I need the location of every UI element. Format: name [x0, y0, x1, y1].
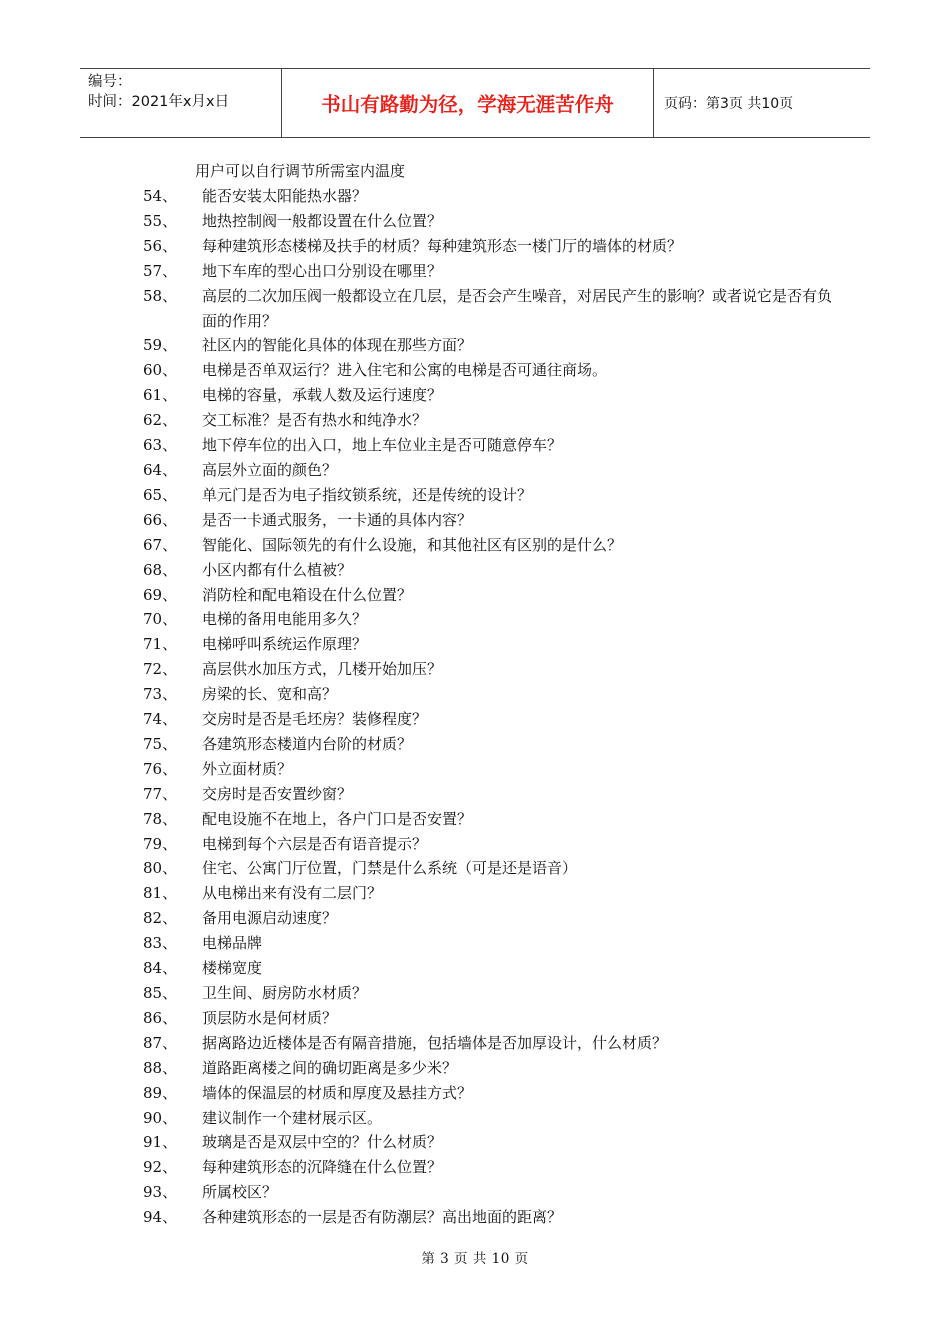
item-text: 备用电源启动速度？ [202, 909, 338, 928]
list-item [143, 358, 833, 383]
item-number: 83、 [143, 934, 178, 953]
item-text: 所属校区？ [202, 1183, 278, 1202]
motto-text: 书山有路勤为径，学海无涯苦作舟 [321, 93, 614, 116]
item-text: 消防栓和配电箱设在什么位置？ [202, 585, 413, 604]
item-number: 62、 [143, 411, 178, 430]
list-item [143, 807, 833, 832]
item-number: 77、 [143, 784, 178, 803]
list-item [143, 757, 833, 782]
page-label: 页码：第3页 共10页 [664, 96, 794, 112]
item-number: 84、 [143, 959, 178, 978]
item-text: 每种建筑形态的沉降缝在什么位置？ [202, 1158, 443, 1177]
list-item [143, 1180, 833, 1205]
item-text: 建议制作一个建材展示区。 [202, 1108, 383, 1127]
item-number: 66、 [143, 510, 178, 529]
item-text: 据离路边近楼体是否有隔音措施，包括墙体是否加厚设计，什么材质？ [202, 1033, 668, 1052]
item-text: 社区内的智能化具体的体现在那些方面？ [202, 336, 473, 355]
item-number: 73、 [143, 685, 178, 704]
list-item [143, 333, 833, 358]
list-item [143, 881, 833, 906]
item-text: 地下停车位的出入口，地上车位业主是否可随意停车？ [202, 436, 563, 455]
item-text: 高层的二次加压阀一般都设立在几层，是否会产生噪音，对居民产生的影响？或者说它是否有负面的作用？ [202, 286, 833, 330]
item-text: 从电梯出来有没有二层门？ [202, 884, 383, 903]
item-number: 75、 [143, 734, 178, 753]
list-item [143, 1081, 833, 1106]
item-number: 92、 [143, 1158, 178, 1177]
item-number: 78、 [143, 809, 178, 828]
page-number-cell [654, 69, 870, 137]
item-text: 智能化、国际领先的有什么设施，和其他社区有区别的是什么？ [202, 535, 623, 554]
item-number: 88、 [143, 1058, 178, 1077]
item-text: 是否一卡通式服务，一卡通的具体内容？ [202, 510, 473, 529]
item-number: 90、 [143, 1108, 178, 1127]
question-list [143, 184, 833, 1230]
item-number: 57、 [143, 261, 178, 280]
list-item [143, 906, 833, 931]
list-item [143, 184, 833, 209]
list-item [143, 458, 833, 483]
item-text: 住宅、公寓门厅位置，门禁是什么系统（可是还是语音） [202, 859, 578, 878]
item-number: 61、 [143, 386, 178, 405]
item-text: 电梯的容量，承载人数及运行速度？ [202, 386, 443, 405]
list-item [143, 732, 833, 757]
list-item [143, 408, 833, 433]
list-item [143, 234, 833, 259]
item-number: 65、 [143, 485, 178, 504]
item-text: 玻璃是否是双层中空的？什么材质？ [202, 1133, 443, 1152]
item-text: 外立面材质？ [202, 759, 293, 778]
item-number: 76、 [143, 759, 178, 778]
item-number: 54、 [143, 187, 178, 205]
item-text: 电梯品牌 [202, 934, 263, 953]
list-item [143, 1106, 833, 1131]
item-number: 55、 [143, 211, 178, 230]
list-item [143, 981, 833, 1006]
motto-cell [282, 69, 654, 137]
list-item [143, 707, 833, 732]
item-number: 80、 [143, 859, 178, 878]
item-text: 地下车库的型心出口分别设在哪里？ [202, 261, 443, 280]
item-text: 高层供水加压方式，几楼开始加压？ [202, 660, 443, 679]
item-text: 能否安装太阳能热水器？ [202, 187, 368, 205]
item-number: 89、 [143, 1083, 178, 1102]
item-number: 91、 [143, 1133, 178, 1152]
item-number: 72、 [143, 660, 178, 679]
item-number: 87、 [143, 1033, 178, 1052]
item-text: 高层外立面的颜色？ [202, 460, 338, 479]
item-number: 63、 [143, 436, 178, 455]
item-text: 墙体的保温层的材质和厚度及悬挂方式？ [202, 1083, 473, 1102]
item-number: 69、 [143, 585, 178, 604]
code-label: 编号： [88, 74, 132, 90]
item-text: 每种建筑形态楼梯及扶手的材质？每种建筑形态一楼门厅的墙体的材质？ [202, 236, 683, 255]
list-item [143, 1031, 833, 1056]
list-item [143, 209, 833, 234]
item-text: 小区内都有什么植被？ [202, 560, 353, 579]
list-item [143, 1205, 833, 1230]
item-number: 58、 [143, 286, 178, 305]
item-number: 86、 [143, 1008, 178, 1027]
list-item [143, 284, 833, 334]
list-item [143, 558, 833, 583]
item-number: 94、 [143, 1208, 178, 1227]
intro-line: 用户可以自行调节所需室内温度 [195, 162, 406, 180]
item-number: 93、 [143, 1183, 178, 1202]
header-info-cell [80, 69, 282, 137]
item-text: 电梯是否单双运行？进入住宅和公寓的电梯是否可通往商场。 [202, 361, 608, 380]
item-number: 56、 [143, 236, 178, 255]
list-item [143, 383, 833, 408]
item-text: 卫生间、厨房防水材质？ [202, 984, 368, 1002]
item-number: 82、 [143, 909, 178, 928]
item-number: 68、 [143, 560, 178, 579]
item-text: 交房时是否安置纱窗？ [202, 784, 353, 803]
item-text: 房梁的长、宽和高？ [202, 685, 338, 704]
page-header [80, 68, 870, 138]
list-item [143, 1006, 833, 1031]
list-item [143, 682, 833, 707]
item-number: 71、 [143, 635, 178, 654]
time-label: 时间：2021年x月x日 [88, 94, 230, 110]
item-text: 各建筑形态楼道内台阶的材质？ [202, 734, 413, 753]
item-text: 电梯的备用电能用多久？ [202, 610, 368, 629]
item-number: 74、 [143, 710, 178, 729]
list-item [143, 1130, 833, 1155]
item-number: 81、 [143, 884, 178, 903]
item-number: 85、 [143, 984, 178, 1002]
item-text: 各种建筑形态的一层是否有防潮层？高出地面的距离？ [202, 1208, 563, 1227]
item-number: 64、 [143, 460, 178, 479]
list-item [143, 583, 833, 608]
item-text: 配电设施不在地上，各户门口是否安置？ [202, 809, 473, 828]
list-item [143, 1056, 833, 1081]
list-item [143, 483, 833, 508]
item-text: 道路距离楼之间的确切距离是多少米？ [202, 1058, 458, 1077]
list-item [143, 1155, 833, 1180]
item-text: 交工标准？是否有热水和纯净水？ [202, 411, 428, 430]
item-text: 单元门是否为电子指纹锁系统，还是传统的设计？ [202, 485, 533, 504]
list-item [143, 632, 833, 657]
item-text: 顶层防水是何材质？ [202, 1008, 338, 1027]
list-item [143, 433, 833, 458]
list-item [143, 956, 833, 981]
item-number: 59、 [143, 336, 178, 355]
list-item [143, 508, 833, 533]
list-item [143, 259, 833, 284]
item-number: 60、 [143, 361, 178, 380]
page-footer: 第 3 页 共 10 页 [421, 1251, 529, 1267]
list-item [143, 533, 833, 558]
list-item [143, 832, 833, 857]
list-item [143, 607, 833, 632]
list-item [143, 931, 833, 956]
item-text: 电梯呼叫系统运作原理？ [202, 635, 368, 654]
item-text: 楼梯宽度 [202, 959, 263, 978]
list-item [143, 657, 833, 682]
item-text: 电梯到每个六层是否有语音提示？ [202, 834, 428, 853]
list-item [143, 782, 833, 807]
item-text: 交房时是否是毛坯房？装修程度？ [202, 710, 428, 729]
item-text: 地热控制阀一般都设置在什么位置？ [202, 211, 443, 230]
item-number: 70、 [143, 610, 178, 629]
item-number: 67、 [143, 535, 178, 554]
item-number: 79、 [143, 834, 178, 853]
list-item [143, 856, 833, 881]
